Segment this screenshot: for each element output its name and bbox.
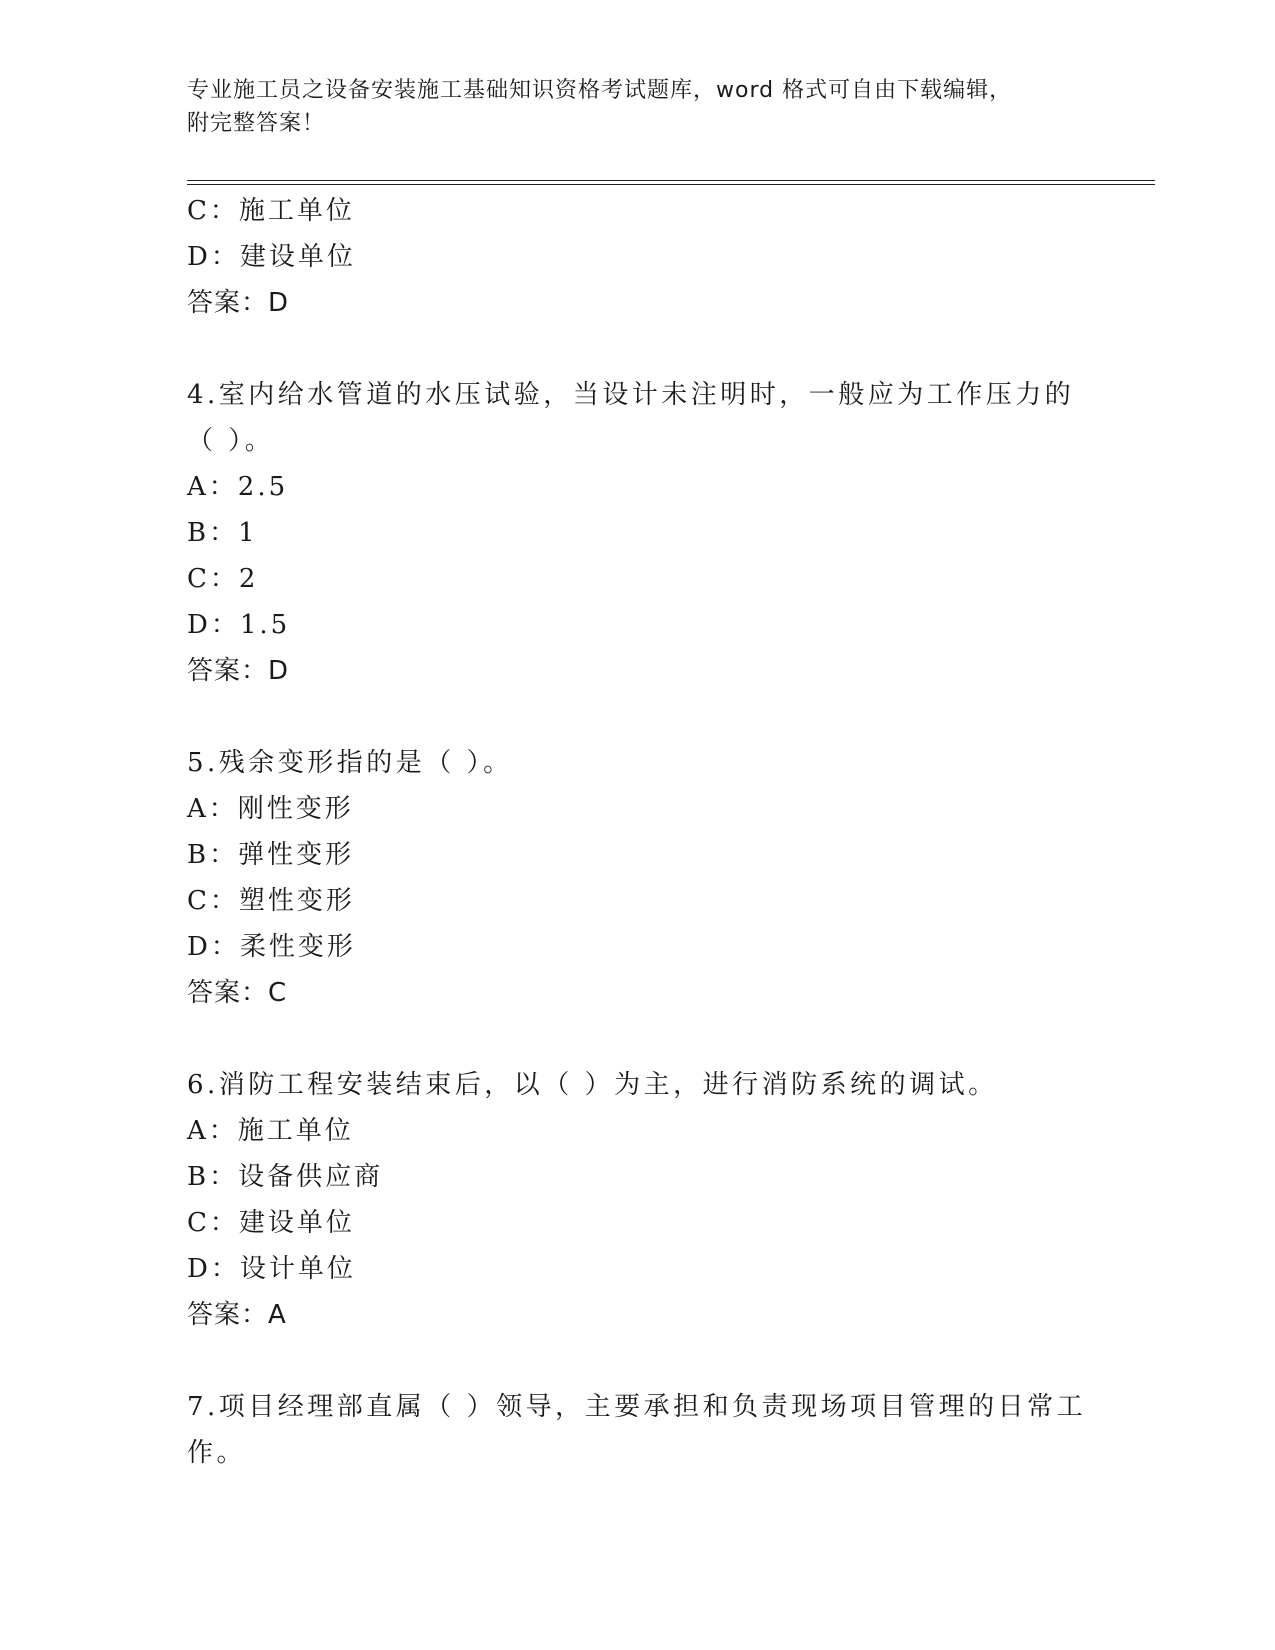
- option-a: A：2.5: [187, 472, 289, 502]
- option-a: A：刚性变形: [187, 794, 354, 824]
- option-c: C：建设单位: [187, 1208, 355, 1238]
- answer: 答案：D: [187, 288, 290, 318]
- option-b: B：1: [187, 518, 258, 548]
- option-c: C：2: [187, 564, 259, 594]
- header-line-1: 专业施工员之设备安装施工基础知识资格考试题库，word 格式可自由下载编辑，: [187, 78, 1013, 103]
- question-stem-line-1: 4.室内给水管道的水压试验，当设计未注明时，一般应为工作压力的: [187, 380, 1075, 410]
- answer: 答案：A: [187, 1300, 287, 1330]
- option-c: C：施工单位: [187, 196, 355, 226]
- document-header: [187, 74, 1087, 140]
- question-6: [187, 1062, 1107, 1338]
- question-stem-line-2: 作。: [187, 1438, 247, 1468]
- question-7: [187, 1384, 1107, 1476]
- option-c: C：塑性变形: [187, 886, 355, 916]
- question-stem-line-2: （ ）。: [187, 426, 275, 456]
- option-b: B：设备供应商: [187, 1162, 384, 1192]
- answer: 答案：C: [187, 978, 288, 1008]
- question-3-tail: [187, 188, 1107, 326]
- header-divider-bottom: [187, 184, 1155, 185]
- option-b: B：弹性变形: [187, 840, 355, 870]
- option-d: D：柔性变形: [187, 932, 356, 962]
- header-line-2: 附完整答案！: [187, 111, 326, 136]
- option-d: D：建设单位: [187, 242, 356, 272]
- answer: 答案：D: [187, 656, 290, 686]
- option-d: D：1.5: [187, 610, 291, 640]
- option-d: D：设计单位: [187, 1254, 356, 1284]
- option-a: A：施工单位: [187, 1116, 354, 1146]
- question-5: [187, 740, 1107, 1016]
- header-divider-top: [187, 180, 1155, 181]
- question-list: [187, 188, 1107, 1476]
- question-stem: 6.消防工程安装结束后，以（ ）为主，进行消防系统的调试。: [187, 1070, 998, 1100]
- question-4: [187, 372, 1107, 694]
- question-stem: 5.残余变形指的是（ ）。: [187, 748, 513, 778]
- question-stem-line-1: 7.项目经理部直属（ ）领导，主要承担和负责现场项目管理的日常工: [187, 1392, 1087, 1422]
